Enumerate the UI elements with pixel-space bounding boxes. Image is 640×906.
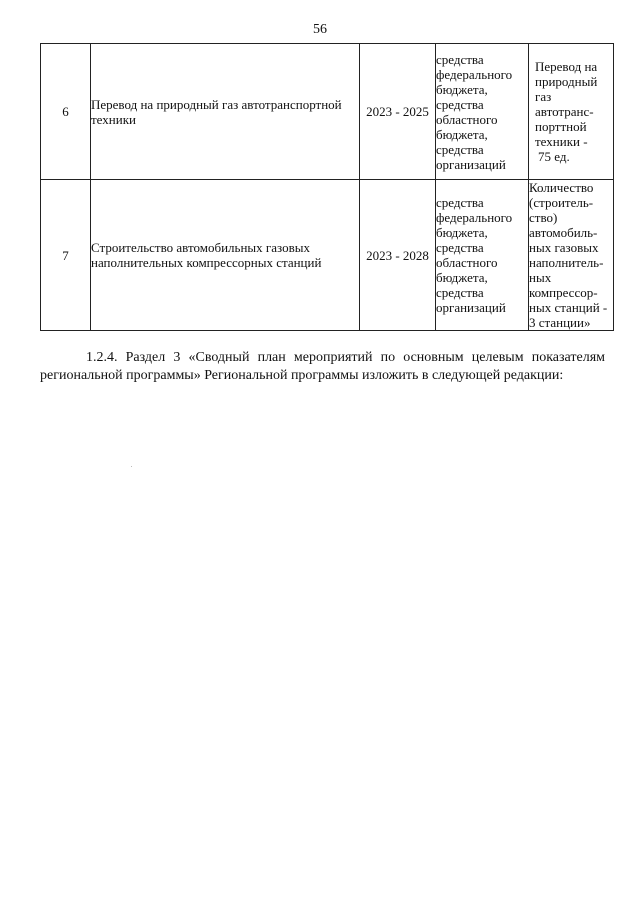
section-amendment-paragraph: 1.2.4. Раздел 3 «Сводный план мероприятий по основным целевым показателям региональной программы» Региональной программы изложить в следующей редакции:: [40, 350, 605, 383]
funding-source-line: бюджета,: [436, 270, 488, 285]
funding-source-line: федерального: [436, 66, 513, 82]
funding-source-line: организаций: [436, 300, 506, 315]
result-line: автомобиль-: [529, 225, 598, 240]
result-line: ных станций -: [529, 300, 608, 315]
scan-speck: [131, 466, 132, 467]
table-row: [41, 44, 614, 180]
funding-source-line: областного: [436, 111, 498, 127]
funding-source-line: средства: [436, 285, 484, 300]
measure-name: Перевод на природный газ автотранспортной техники: [91, 44, 360, 180]
result-line: наполнитель-: [529, 255, 604, 270]
implementation-period: 2023 - 2028: [360, 180, 436, 331]
funding-source-line: средства: [436, 195, 484, 210]
result-line: (строитель-: [529, 195, 594, 210]
result-line: компрессор-: [529, 285, 598, 300]
result-line: 3 станции»: [529, 315, 591, 330]
expected-result: [529, 180, 614, 331]
funding-source-line: средства: [436, 240, 484, 255]
result-line: природный: [535, 74, 598, 89]
table-row: [41, 180, 614, 331]
result-line: ных: [529, 270, 552, 285]
funding-source-line: организаций: [436, 156, 506, 172]
funding-sources: [436, 44, 529, 180]
measures-table: [40, 43, 614, 331]
measure-name: Строительство автомобильных газовых наполнительных компрессорных станций: [91, 180, 360, 331]
funding-source-line: бюджета,: [436, 81, 488, 97]
funding-source-line: средства: [436, 141, 484, 157]
row-number: 6: [41, 44, 91, 180]
expected-result: [529, 44, 614, 180]
result-line: техники -: [535, 134, 588, 149]
result-line: Перевод на: [535, 59, 598, 74]
result-line: 75 ед.: [538, 149, 570, 164]
funding-source-line: бюджета,: [436, 126, 488, 142]
result-line: газ автотранс-: [535, 89, 594, 119]
funding-source-line: федерального: [436, 210, 513, 225]
page-number: 56: [313, 22, 327, 37]
implementation-period: 2023 - 2025: [360, 44, 436, 180]
result-line: порттной: [535, 119, 587, 134]
funding-source-line: средства: [436, 51, 484, 67]
funding-source-line: бюджета,: [436, 225, 488, 240]
funding-source-line: средства: [436, 96, 484, 112]
funding-sources: [436, 180, 529, 331]
result-line: ных газовых: [529, 240, 599, 255]
funding-source-line: областного: [436, 255, 498, 270]
result-line: Количество: [529, 180, 594, 195]
result-line: ство): [529, 210, 558, 225]
row-number: 7: [41, 180, 91, 331]
